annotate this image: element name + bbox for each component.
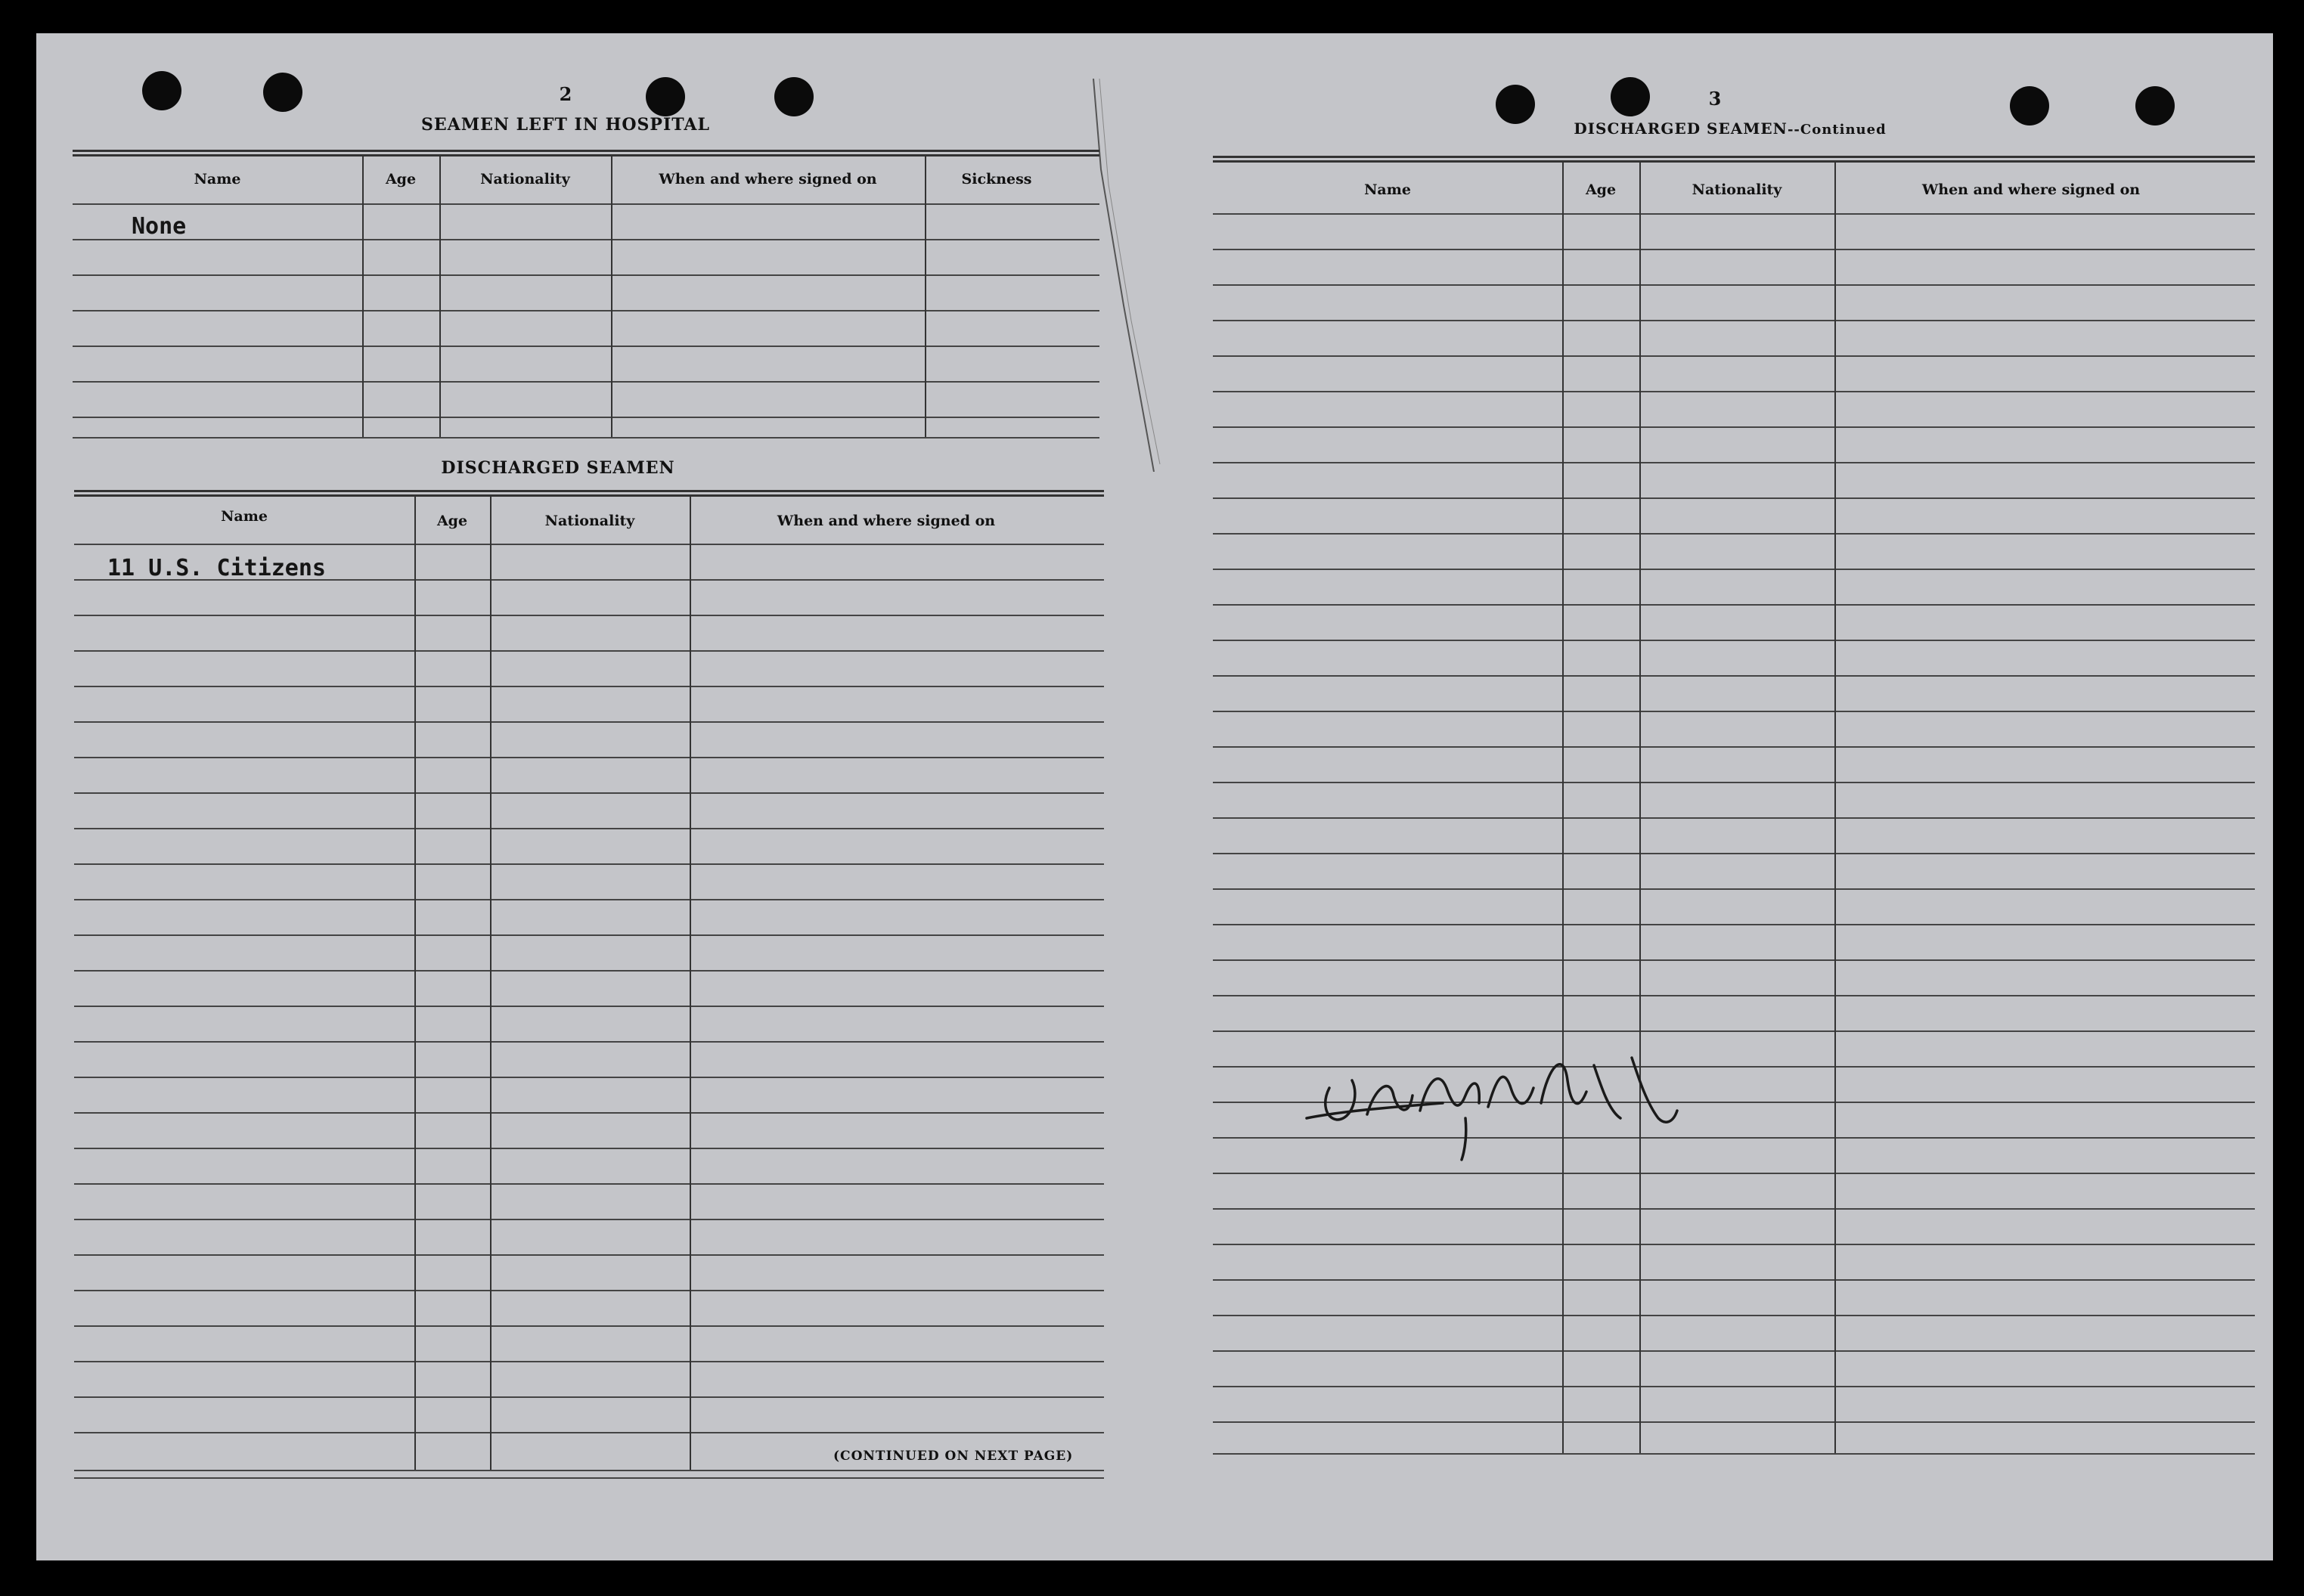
punch-hole bbox=[1496, 85, 1535, 124]
punch-hole bbox=[2010, 86, 2049, 126]
discharged-table-right bbox=[1213, 153, 2255, 1461]
right-col-age: Age bbox=[1585, 181, 1617, 198]
hospital-col-age: Age bbox=[385, 171, 417, 187]
page-number-right: 3 bbox=[1708, 88, 1722, 110]
discharged-table-left bbox=[74, 487, 1104, 1485]
punch-hole bbox=[142, 71, 181, 110]
discharged-col-age: Age bbox=[436, 513, 468, 529]
document-sheet bbox=[36, 33, 2273, 1560]
discharged-col-nationality: Nationality bbox=[544, 513, 635, 529]
punch-hole bbox=[263, 73, 302, 112]
discharged-col-signed-on: When and where signed on bbox=[777, 513, 996, 529]
discharged-continued-title bbox=[1541, 119, 1919, 138]
punch-hole bbox=[2135, 86, 2175, 126]
hospital-table bbox=[73, 147, 1099, 476]
hospital-col-name: Name bbox=[194, 171, 241, 187]
signature-bleedthrough bbox=[1276, 1035, 1700, 1171]
discharged-col-name: Name bbox=[221, 508, 268, 525]
right-col-signed-on: When and where signed on bbox=[1921, 181, 2141, 198]
right-col-nationality: Nationality bbox=[1692, 181, 1782, 198]
punch-hole bbox=[1611, 77, 1650, 116]
hospital-col-nationality: Nationality bbox=[480, 171, 570, 187]
hospital-section-title: SEAMEN LEFT IN HOSPITAL bbox=[421, 115, 710, 135]
hospital-col-signed-on: When and where signed on bbox=[659, 171, 877, 187]
punch-hole bbox=[646, 77, 685, 116]
discharged-continued-title-text: DISCHARGED SEAMEN bbox=[1574, 119, 1788, 138]
continued-footer: (CONTINUED ON NEXT PAGE) bbox=[833, 1449, 1074, 1464]
hospital-col-sickness: Sickness bbox=[961, 171, 1032, 187]
discharged-section-title: DISCHARGED SEAMEN bbox=[441, 458, 675, 478]
right-col-name: Name bbox=[1364, 181, 1411, 198]
hospital-entry-none: None bbox=[132, 213, 187, 240]
continued-suffix: --Continued bbox=[1787, 122, 1887, 138]
page-number-left: 2 bbox=[559, 83, 572, 105]
punch-hole bbox=[774, 77, 814, 116]
discharged-entry-citizens: 11 U.S. Citizens bbox=[107, 555, 326, 581]
